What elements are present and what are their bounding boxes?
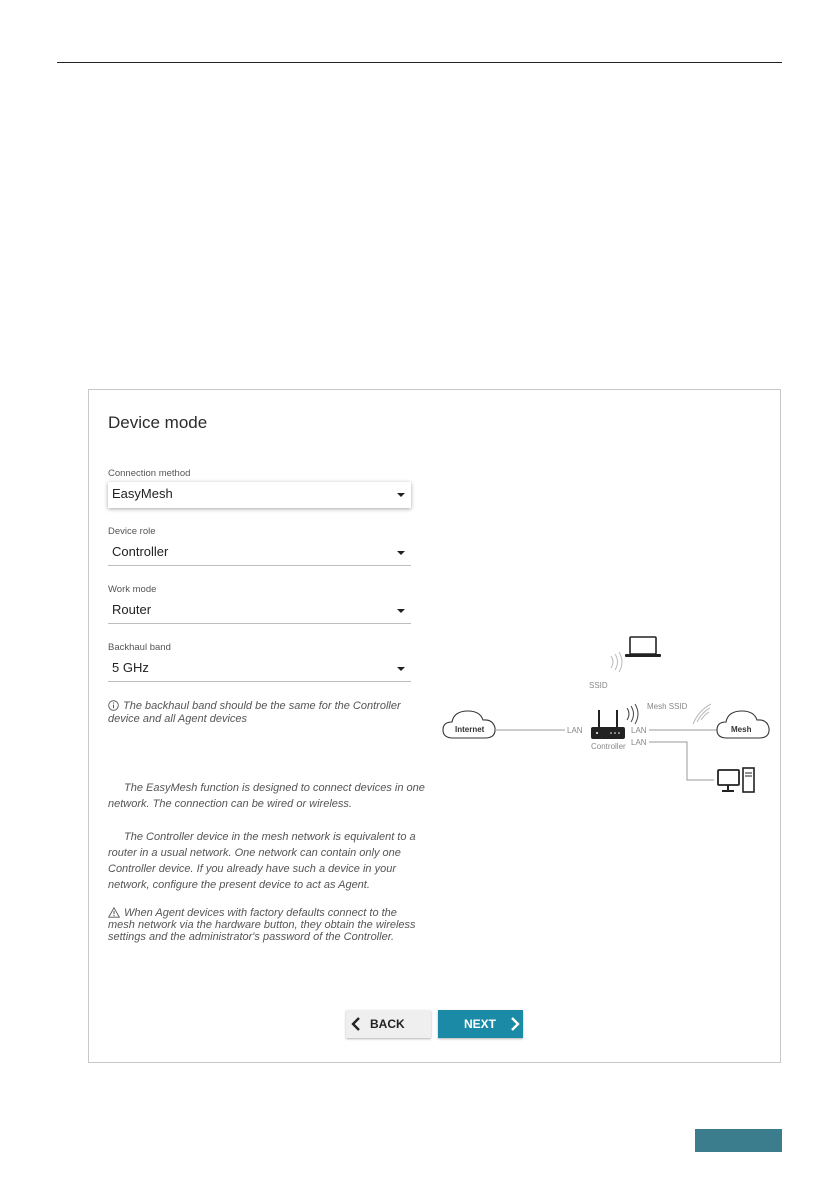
warning-icon — [108, 907, 120, 918]
chevron-down-icon — [397, 551, 405, 555]
device-role-value: Controller — [112, 544, 169, 559]
ssid-label: SSID — [589, 681, 608, 690]
backhaul-band-label: Backhaul band — [108, 642, 171, 653]
device-role-label: Device role — [108, 526, 156, 537]
backhaul-info-note — [108, 700, 426, 726]
controller-label: Controller — [591, 742, 626, 751]
wifi-waves-icon — [611, 652, 622, 672]
connection-method-value: EasyMesh — [112, 486, 173, 501]
lan-right-top-label: LAN — [631, 726, 647, 735]
router-wifi-waves-icon — [627, 704, 638, 724]
work-mode-field — [108, 584, 411, 624]
lan-right-bottom-label: LAN — [631, 738, 647, 747]
page-number-tab — [695, 1129, 782, 1152]
backhaul-band-select[interactable] — [108, 656, 411, 682]
router-icon — [591, 710, 625, 739]
header-rule — [57, 62, 782, 63]
back-button[interactable] — [346, 1010, 431, 1038]
easymesh-description: The EasyMesh function is designed to connect devices in one network. The connection can be wired or wireless. — [108, 782, 425, 810]
work-mode-select[interactable] — [108, 598, 411, 624]
work-mode-value: Router — [112, 602, 152, 617]
backhaul-info-text: The backhaul band should be the same for the Controller device and all Agent devices — [108, 700, 401, 725]
device-role-select[interactable] — [108, 540, 411, 566]
chevron-down-icon — [397, 667, 405, 671]
backhaul-band-value: 5 GHz — [112, 660, 149, 675]
warning-text: When Agent devices with factory defaults connect to the mesh network via the hardware button, they obtain the wireless settings and the administrator's password of the Controller. — [108, 907, 416, 943]
lan-left-label: LAN — [567, 726, 583, 735]
network-diagram — [439, 630, 779, 810]
controller-description: The Controller device in the mesh network is equivalent to a router in a usual network. One network can contain only one Controller device. If you already have such a device in your network, configure the present device to act as Agent. — [108, 831, 416, 891]
next-button[interactable] — [438, 1010, 523, 1038]
mesh-ssid-label: Mesh SSID — [647, 702, 688, 711]
back-label: BACK — [370, 1017, 405, 1031]
connection-method-field — [108, 468, 411, 508]
mesh-wifi-waves-icon — [693, 704, 711, 724]
page-title: Device mode — [108, 413, 208, 432]
chevron-down-icon — [397, 493, 405, 497]
backhaul-band-field — [108, 642, 411, 682]
mesh-label: Mesh — [731, 725, 752, 734]
warning-note — [108, 907, 426, 943]
internet-label: Internet — [455, 725, 485, 734]
chevron-left-icon — [350, 1017, 362, 1031]
connection-method-select[interactable] — [108, 482, 411, 508]
laptop-icon — [625, 637, 661, 657]
work-mode-label: Work mode — [108, 584, 157, 595]
device-mode-panel — [88, 389, 781, 1063]
chevron-right-icon — [509, 1017, 521, 1031]
info-icon — [108, 700, 119, 711]
computer-icon — [718, 768, 754, 792]
device-role-field — [108, 526, 411, 566]
chevron-down-icon — [397, 609, 405, 613]
connection-method-label: Connection method — [108, 468, 191, 479]
next-label: NEXT — [464, 1017, 497, 1031]
